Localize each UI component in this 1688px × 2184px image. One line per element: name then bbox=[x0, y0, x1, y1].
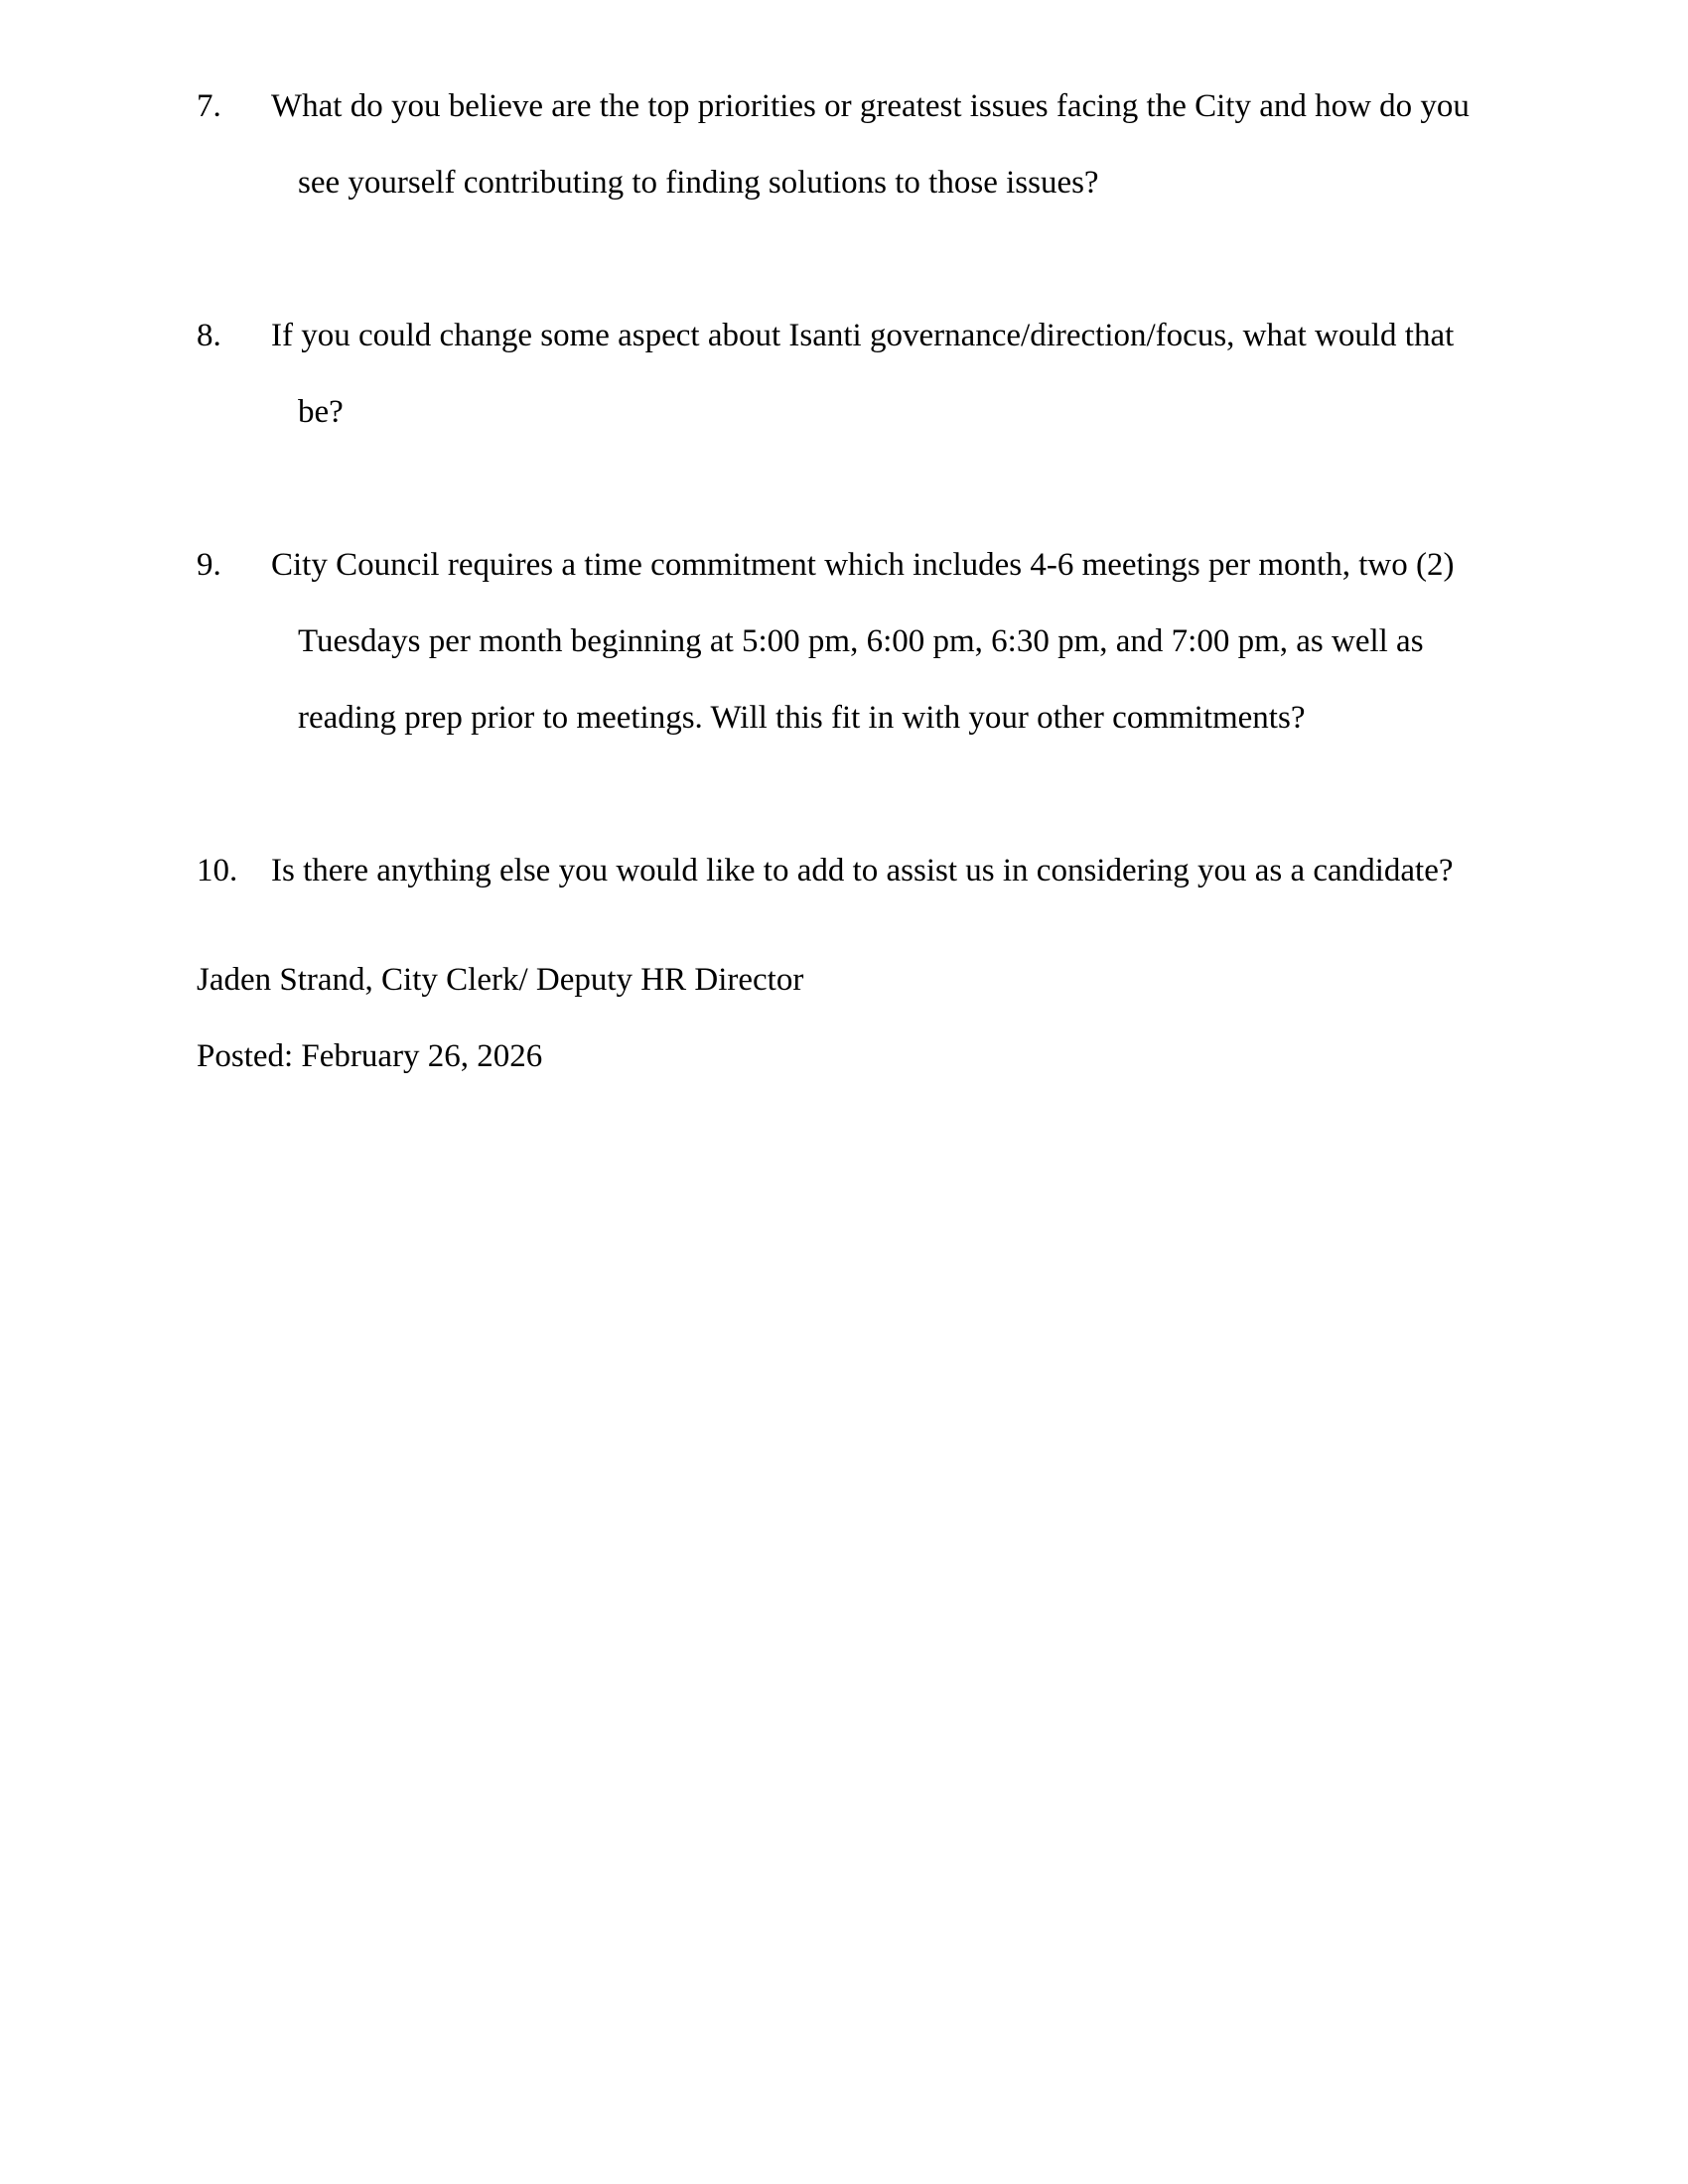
question-text: What do you believe are the top priorities or greatest issues facing the City and how do you bbox=[271, 88, 1470, 124]
question-text: If you could change some aspect about Isanti governance/direction/focus, what would that bbox=[271, 318, 1455, 353]
question-item bbox=[0, 833, 1688, 909]
question-first-line bbox=[0, 68, 1688, 145]
question-first-line bbox=[0, 833, 1688, 909]
question-continuation-line: be? bbox=[298, 394, 344, 430]
question-continuation-line: Tuesdays per month beginning at 5:00 pm, 6:00 pm, 6:30 pm, and 7:00 pm, as well as bbox=[298, 623, 1424, 659]
question-list bbox=[0, 68, 1688, 909]
question-continuation-line: reading prep prior to meetings. Will this fit in with your other commitments? bbox=[298, 700, 1306, 736]
question-item bbox=[0, 68, 1688, 221]
document-footer bbox=[0, 942, 1688, 1095]
question-continuation-line: see yourself contributing to finding solutions to those issues? bbox=[298, 165, 1099, 201]
question-number: 7. bbox=[197, 88, 221, 124]
question-text: City Council requires a time commitment which includes 4-6 meetings per month, two (2) bbox=[271, 547, 1455, 583]
question-item bbox=[0, 298, 1688, 451]
question-number: 10. bbox=[197, 853, 238, 888]
question-first-line bbox=[0, 298, 1688, 374]
question-first-line bbox=[0, 527, 1688, 604]
question-item bbox=[0, 527, 1688, 756]
question-number: 8. bbox=[197, 318, 221, 353]
signature-line: Jaden Strand, City Clerk/ Deputy HR Director bbox=[197, 962, 804, 998]
posted-date-line: Posted: February 26, 2026 bbox=[197, 1038, 543, 1074]
question-number: 9. bbox=[197, 547, 221, 583]
question-text: Is there anything else you would like to add to assist us in considering you as a candidate? bbox=[271, 853, 1454, 888]
